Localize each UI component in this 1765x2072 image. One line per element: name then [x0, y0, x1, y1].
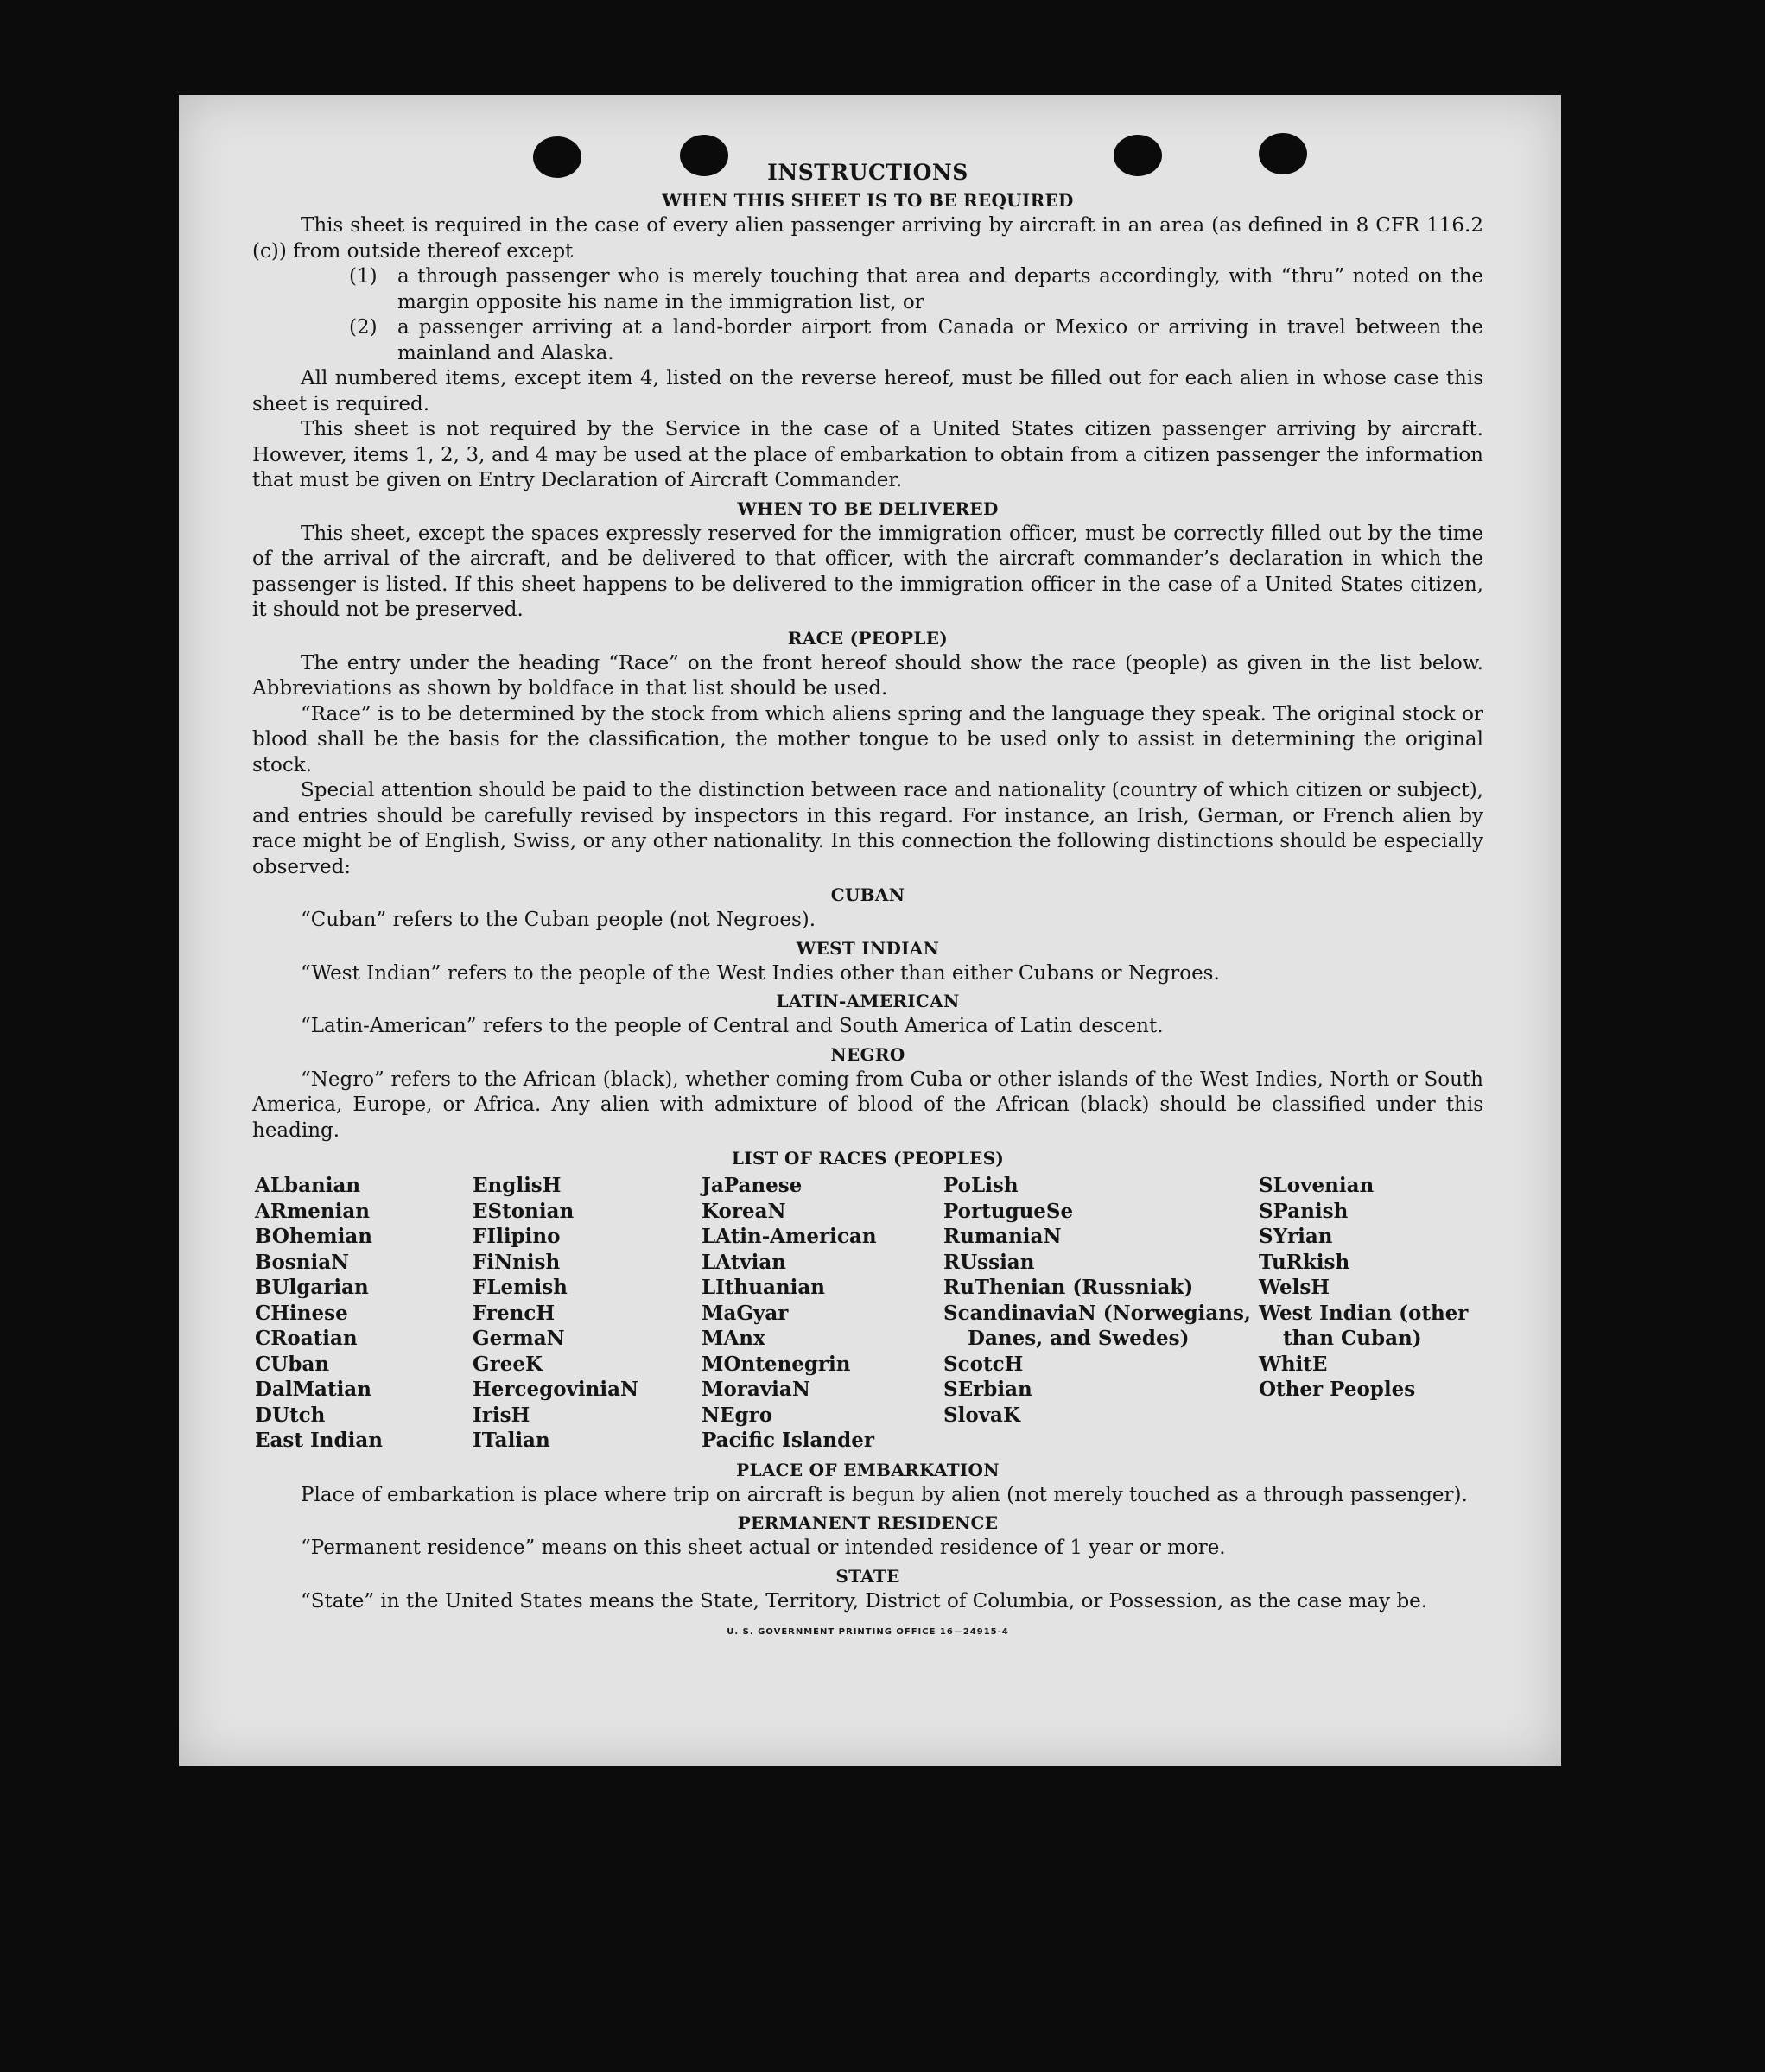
place-of-embarkation-text: Place of embarkation is place where trip on aircraft is begun by alien (not merely touched as a through passenger). — [301, 1483, 1468, 1506]
race-entry: DalMatian — [255, 1378, 371, 1401]
race-entry: JaPanese — [702, 1174, 803, 1197]
race-entry: GreeK — [473, 1352, 543, 1376]
races-column — [473, 1173, 702, 1454]
race-entry: ScotcH — [943, 1352, 1024, 1376]
race-entry: LAtvian — [702, 1250, 786, 1274]
instructions-content — [252, 160, 1483, 1645]
races-column — [255, 1173, 473, 1454]
race-entry: West Indian (other than Cuban) — [1259, 1301, 1469, 1350]
races-column — [1259, 1173, 1486, 1454]
printer-imprint: U. S. GOVERNMENT PRINTING OFFICE 16—24915-4 — [727, 1627, 1009, 1637]
heading-when-delivered: WHEN TO BE DELIVERED — [737, 497, 999, 519]
race-entry: FIlipino — [473, 1225, 561, 1248]
races-list — [255, 1173, 1483, 1454]
race-entry: East Indian — [255, 1429, 383, 1452]
race-entry: Other Peoples — [1259, 1378, 1416, 1401]
race-entry: EStonian — [473, 1199, 575, 1223]
state-text: “State” in the United States means the State, Territory, District of Columbia, or Possession, as the case may be. — [301, 1589, 1428, 1613]
heading-state: STATE — [835, 1565, 900, 1587]
exception-number: (1) — [349, 265, 378, 288]
numbered-items-paragraph: All numbered items, except item 4, listed on the reverse hereof, must be filled out for each alien in whose case this sheet is required. — [252, 367, 1483, 415]
race-entry: BosniaN — [255, 1250, 350, 1274]
exception-item — [349, 264, 1483, 315]
race-entry: MoraviaN — [702, 1378, 810, 1401]
exception-text: a through passenger who is merely touching that area and departs accordingly, with “thru” noted on the margin opposite his name in the immigration list, or — [397, 265, 1483, 314]
race-entry: MOntenegrin — [702, 1352, 851, 1376]
race-entry: SErbian — [943, 1378, 1032, 1401]
cuban-text: “Cuban” refers to the Cuban people (not Negroes). — [301, 909, 816, 931]
race-entry: LIthuanian — [702, 1276, 825, 1299]
race-entry: MAnx — [702, 1327, 765, 1350]
heading-cuban: CUBAN — [830, 884, 905, 905]
race-entry: ALbanian — [255, 1174, 361, 1197]
latin-american-text: “Latin-American” refers to the people of Central and South America of Latin descent. — [301, 1015, 1164, 1037]
page-title: INSTRUCTIONS — [767, 160, 968, 185]
race-entry: FrencH — [473, 1301, 556, 1325]
race-entry: CRoatian — [255, 1327, 358, 1350]
heading-race: RACE (PEOPLE) — [787, 627, 949, 649]
west-indian-text: “West Indian” refers to the people of the West Indies other than either Cubans or Negroes. — [301, 961, 1220, 985]
race-entry: FiNnish — [473, 1250, 561, 1274]
races-column — [702, 1173, 943, 1454]
race-entry: Pacific Islander — [702, 1429, 874, 1452]
race-entry: SYrian — [1259, 1225, 1333, 1248]
race-entry: GermaN — [473, 1327, 565, 1350]
race-entry: RumaniaN — [943, 1225, 1062, 1248]
exception-text: a passenger arriving at a land-border airport from Canada or Mexico or arriving in travel between the mainland and Alaska. — [397, 316, 1483, 364]
race-entry: RUssian — [943, 1250, 1035, 1274]
race-entry: SPanish — [1259, 1199, 1349, 1223]
race-paragraph-2: “Race” is to be determined by the stock from which aliens spring and the language they speak. The original stock or blood shall be the basis for the classification, the mother tongue to be used only to assist in determining the original stock. — [252, 702, 1483, 776]
race-entry: LAtin-American — [702, 1225, 877, 1248]
exception-item — [349, 315, 1483, 366]
race-entry: EnglisH — [473, 1174, 562, 1197]
race-entry: TuRkish — [1259, 1250, 1350, 1274]
race-entry: BUlgarian — [255, 1276, 369, 1299]
heading-list-of-races: LIST OF RACES (PEOPLES) — [731, 1148, 1005, 1169]
race-entry: FLemish — [473, 1276, 568, 1299]
race-entry: WelsH — [1259, 1276, 1330, 1299]
race-entry: IrisH — [473, 1403, 530, 1427]
race-entry: PortugueSe — [943, 1199, 1074, 1223]
race-entry: ARmenian — [255, 1199, 371, 1223]
negro-text: “Negro” refers to the African (black), whether coming from Cuba or other islands of the West Indies, North or South America, Europe, or Africa. Any alien with admixture of blood of the African (black) should be classified under this heading. — [252, 1068, 1483, 1142]
heading-latin-american: LATIN-AMERICAN — [776, 991, 960, 1011]
heading-permanent-residence: PERMANENT RESIDENCE — [737, 1512, 999, 1533]
race-entry: PoLish — [943, 1174, 1019, 1197]
race-entry: MaGyar — [702, 1301, 789, 1325]
race-entry: SlovaK — [943, 1403, 1020, 1427]
race-entry: KoreaN — [702, 1199, 786, 1223]
when-required-intro: This sheet is required in the case of every alien passenger arriving by aircraft in an area (as defined in 8 CFR 116.2 (c)) from outside thereof except — [252, 214, 1483, 263]
race-entry: RuThenian (Russniak) — [943, 1276, 1194, 1299]
citizen-paragraph: This sheet is not required by the Service in the case of a United States citizen passenger arriving by aircraft. However, items 1, 2, 3, and 4 may be used at the place of embarkation to obtain from a citizen passenger the information that must be given on Entry Declaration of Aircraft Commander. — [252, 418, 1483, 491]
exception-number: (2) — [349, 316, 378, 339]
race-paragraph-3: Special attention should be paid to the distinction between race and nationality (country of which citizen or subject), and entries should be carefully revised by inspectors in this regard. For instance, an Irish, German, or French alien by race might be of English, Swiss, or any other nationality. In this connection the following distinctions should be especially observed: — [252, 779, 1483, 878]
when-delivered-text: This sheet, except the spaces expressly reserved for the immigration officer, must be correctly filled out by the time of the arrival of the aircraft, and be delivered to that officer, with the aircraft commander’s declaration in which the passenger is listed. If this sheet happens to be delivered to the immigration officer in the case of a United States citizen, it should not be preserved. — [252, 522, 1483, 621]
race-entry: ITalian — [473, 1429, 550, 1452]
heading-negro: NEGRO — [830, 1043, 905, 1065]
race-entry: CUban — [255, 1352, 330, 1376]
races-column — [943, 1173, 1259, 1454]
race-entry: ScandinaviaN (Norwegians, Danes, and Swedes) — [943, 1301, 1251, 1350]
race-entry: SLovenian — [1259, 1174, 1375, 1197]
race-entry: CHinese — [255, 1301, 348, 1325]
permanent-residence-text: “Permanent residence” means on this sheet actual or intended residence of 1 year or more. — [301, 1537, 1226, 1559]
heading-west-indian: WEST INDIAN — [796, 937, 940, 959]
race-entry: DUtch — [255, 1403, 326, 1427]
race-entry: HercegoviniaN — [473, 1378, 639, 1401]
race-entry: BOhemian — [255, 1225, 372, 1248]
race-entry: NEgro — [702, 1403, 773, 1427]
race-paragraph-1: The entry under the heading “Race” on the front hereof should show the race (people) as given in the list below. Abbreviations as shown by boldface in that list should be used. — [252, 651, 1483, 700]
document-sheet — [179, 95, 1561, 1766]
heading-place-of-embarkation: PLACE OF EMBARKATION — [736, 1459, 1000, 1480]
race-entry: WhitE — [1259, 1352, 1328, 1376]
heading-when-required: WHEN THIS SHEET IS TO BE REQUIRED — [662, 190, 1074, 211]
